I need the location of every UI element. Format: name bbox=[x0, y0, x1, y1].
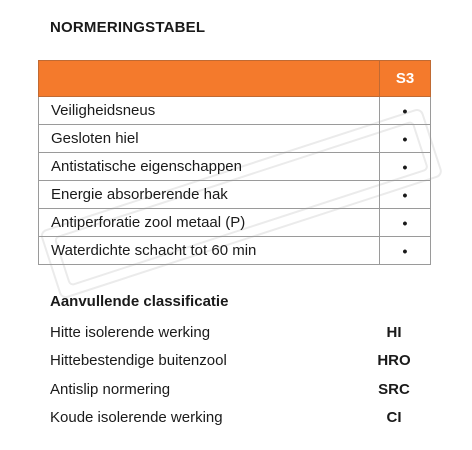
table-row bbox=[39, 181, 431, 209]
list-item bbox=[50, 404, 424, 433]
norm-table-header-row bbox=[39, 61, 431, 97]
norm-table bbox=[38, 60, 431, 265]
table-row-label: Antistatische eigenschappen bbox=[39, 153, 380, 181]
table-row-label: Antiperforatie zool metaal (P) bbox=[39, 209, 380, 237]
table-row-mark: • bbox=[380, 153, 431, 181]
table-row bbox=[39, 209, 431, 237]
table-row-label: Veiligheidsneus bbox=[39, 97, 380, 125]
table-row-mark: • bbox=[380, 181, 431, 209]
table-row-label: Gesloten hiel bbox=[39, 125, 380, 153]
classification-code: CI bbox=[386, 409, 402, 427]
classification-code: SRC bbox=[378, 380, 410, 398]
classification-list bbox=[50, 318, 424, 432]
classification-label: Koude isolerende werking bbox=[50, 409, 223, 427]
list-item bbox=[50, 375, 424, 404]
table-row-mark: • bbox=[380, 237, 431, 265]
classification-label: Hitte isolerende werking bbox=[50, 323, 211, 341]
table-row-mark: • bbox=[380, 209, 431, 237]
table-row-label: Energie absorberende hak bbox=[39, 181, 380, 209]
list-item bbox=[50, 347, 424, 376]
list-item bbox=[50, 318, 424, 347]
norm-table-header-label bbox=[39, 61, 380, 97]
page-title: NORMERINGSTABEL bbox=[50, 19, 206, 36]
classification-title: Aanvullende classificatie bbox=[50, 293, 229, 310]
table-row bbox=[39, 153, 431, 181]
table-row-mark: • bbox=[380, 97, 431, 125]
table-row-mark: • bbox=[380, 125, 431, 153]
table-row bbox=[39, 237, 431, 265]
classification-label: Hittebestendige buitenzool bbox=[50, 352, 227, 370]
classification-label: Antislip normering bbox=[50, 380, 171, 398]
table-row bbox=[39, 125, 431, 153]
classification-code: HI bbox=[386, 323, 402, 341]
table-row bbox=[39, 97, 431, 125]
classification-code: HRO bbox=[377, 352, 411, 370]
norm-table-header-class: S3 bbox=[380, 61, 431, 97]
table-row-label: Waterdichte schacht tot 60 min bbox=[39, 237, 380, 265]
